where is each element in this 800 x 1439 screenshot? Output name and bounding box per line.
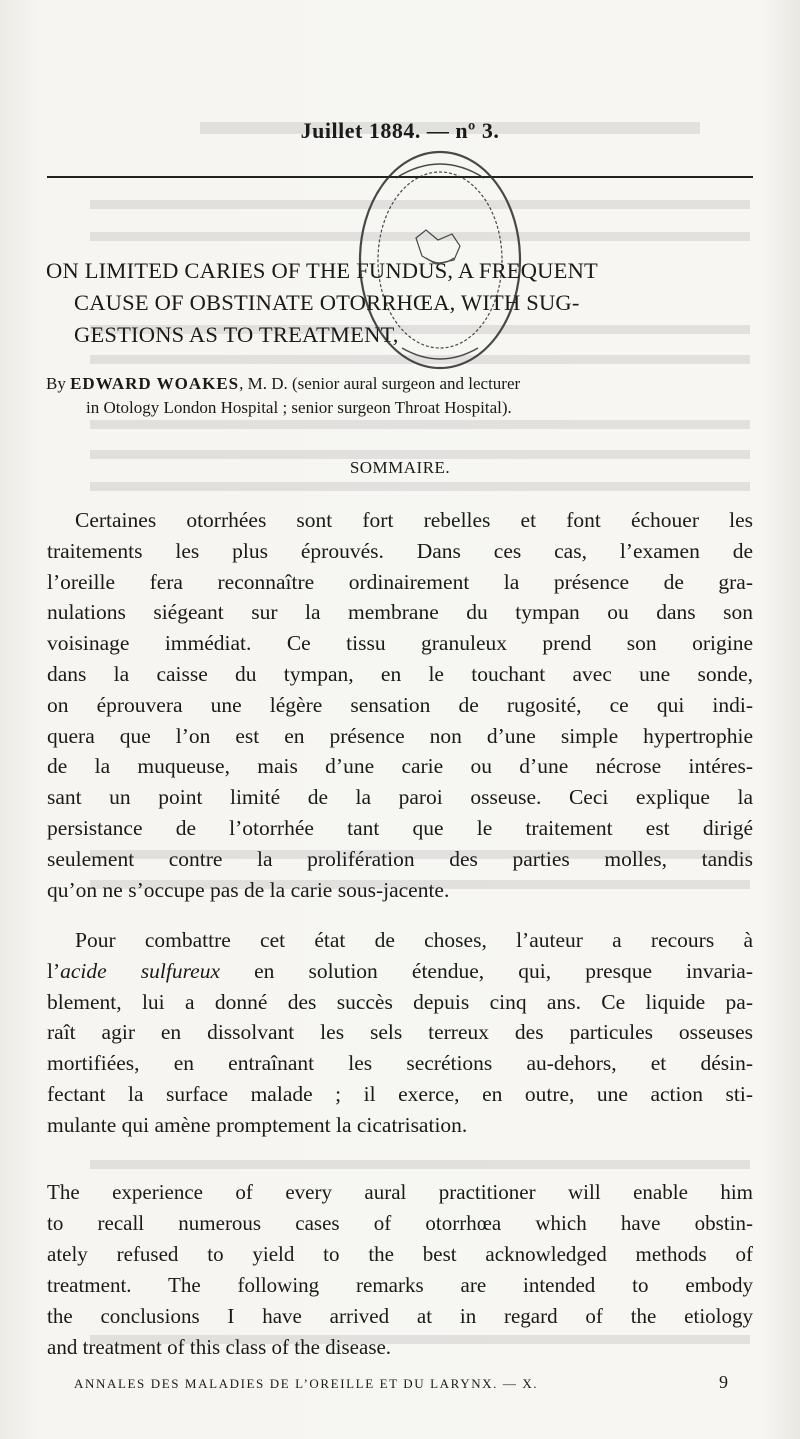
header-rule xyxy=(47,176,753,178)
page-number: 9 xyxy=(719,1372,728,1392)
text-line: blement, lui a donné des succès depuis cinq ans. Ce liquide pa- xyxy=(47,989,753,1014)
text-line: the conclusions I have arrived at in regard of the etiology xyxy=(47,1304,753,1328)
text-line: and treatment of this class of the disease. xyxy=(47,1335,392,1359)
journal-running-title: ANNALES DES MALADIES DE L’OREILLE ET DU LARYNX. — X. xyxy=(74,1376,539,1391)
text-line: mortifiées, en entraînant les secrétions au-dehors, et désin- xyxy=(47,1051,753,1076)
issue-date-header: Juillet 1884. — nº 3. xyxy=(300,118,500,143)
text-line: ately refused to yield to the best acknowledged methods of xyxy=(47,1242,753,1266)
page-footer xyxy=(74,1372,754,1392)
text-line: de la muqueuse, mais d’une carie ou d’une nécrose intéres- xyxy=(47,754,753,779)
title-line: CAUSE OF OBSTINATE OTORRHŒA, WITH SUG- xyxy=(74,290,580,315)
author-byline xyxy=(46,372,758,420)
italic-term: acide sulfureux xyxy=(60,958,221,983)
title-line: GESTIONS AS TO TREATMENT, xyxy=(74,322,399,347)
text-line xyxy=(47,956,753,987)
text-line: Certaines otorrhées sont fort rebelles et font échouer les xyxy=(75,508,753,532)
text-line: sant un point limité de la paroi osseuse. Ceci explique la xyxy=(47,785,753,810)
text-line: dans la caisse du tympan, en le touchant avec une sonde, xyxy=(47,661,753,686)
byline-prefix: By xyxy=(46,374,66,393)
author-credentials: , M. D. (senior aural surgeon and lecturer xyxy=(239,374,521,393)
summary-heading: SOMMAIRE. xyxy=(349,458,451,477)
text-line: to recall numerous cases of otorrhœa which have obstin- xyxy=(47,1211,753,1235)
summary-paragraph-1 xyxy=(47,505,753,905)
text-line: fectant la surface malade ; il exerce, en outre, une action sti- xyxy=(47,1081,753,1106)
text-line: voisinage immédiat. Ce tissu granuleux prend son origine xyxy=(47,631,753,656)
text-line: Pour combattre cet état de choses, l’auteur a recours à xyxy=(75,928,753,952)
text-line: raît agir en dissolvant les sels terreux des particules osseuses xyxy=(47,1020,753,1045)
author-name: EDWARD WOAKES xyxy=(70,374,240,393)
author-affiliation: in Otology London Hospital ; senior surgeon Throat Hospital). xyxy=(86,398,512,417)
text-line: nulations siégeant sur la membrane du tympan ou dans son xyxy=(47,600,753,625)
text-fragment: l’ xyxy=(47,958,61,983)
text-line: l’oreille fera reconnaître ordinairement la présence de gra- xyxy=(47,569,753,594)
text-line: qu’on ne s’occupe pas de la carie sous-jacente. xyxy=(47,877,450,902)
english-intro-paragraph xyxy=(47,1177,753,1363)
text-fragment: en solution étendue, qui, presque invaria- xyxy=(220,958,754,983)
text-line: quera que l’on est en présence non d’une simple hypertrophie xyxy=(47,723,753,748)
summary-paragraph-2 xyxy=(47,925,753,1141)
text-line: seulement contre la prolifération des parties molles, tandis xyxy=(47,846,753,871)
text-line: mulante qui amène promptement la cicatrisation. xyxy=(47,1112,468,1137)
text-line: on éprouvera une légère sensation de rugosité, ce qui indi- xyxy=(47,692,753,717)
title-line: ON LIMITED CARIES OF THE FUNDUS, A FREQUENT xyxy=(46,258,598,283)
text-line: persistance de l’otorrhée tant que le traitement est dirigé xyxy=(47,815,753,840)
text-line: The experience of every aural practitioner will enable him xyxy=(47,1180,753,1204)
article-title xyxy=(46,255,766,351)
text-line: treatment. The following remarks are intended to embody xyxy=(47,1273,753,1297)
text-line: traitements les plus éprouvés. Dans ces cas, l’examen de xyxy=(47,538,753,563)
